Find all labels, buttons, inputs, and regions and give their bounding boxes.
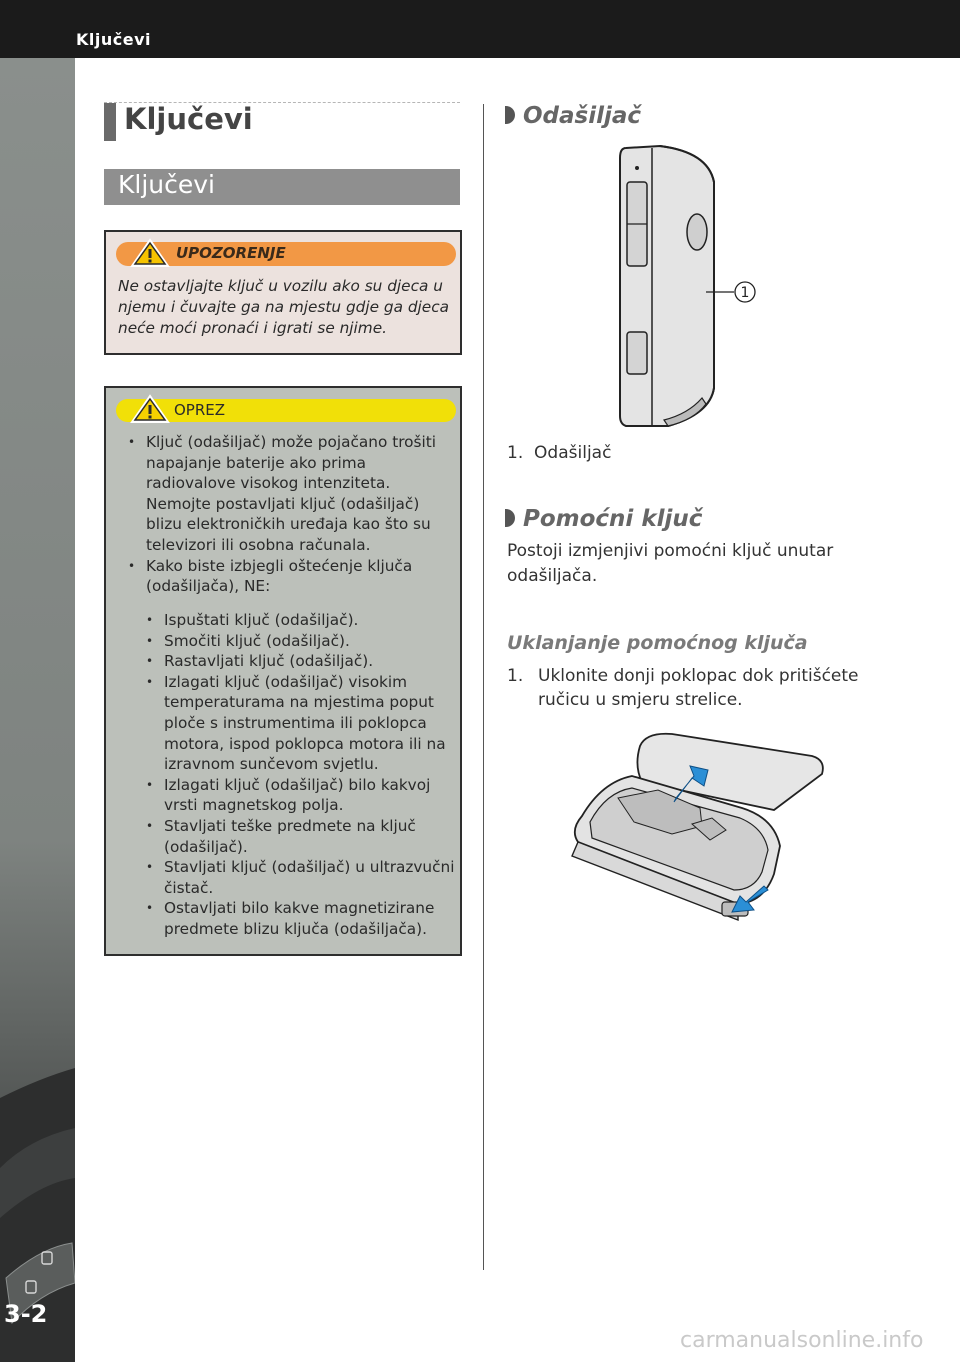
list-item: • Rastavljati ključ (odašiljač). — [144, 651, 458, 672]
caution-box — [104, 386, 462, 956]
list-item: • Ključ (odašiljač) može pojačano trošiti napajanje baterije ako prima radiovalove visokog intenziteta. Nemojte postavljati ključ (odašiljač) blizu elektroničkih uređaja kao što su televizori ili osobna računala. — [126, 432, 456, 556]
cover-removal-illustration — [542, 726, 842, 926]
list-item: • Izlagati ključ (odašiljač) visokim temperaturama na mjestima poput ploče s instrumentima ili poklopca motora, ispod poklopca motora ili na izravnom sunčevom svjetlu. — [144, 672, 458, 775]
watermark: carmanualsonline.info — [680, 1328, 924, 1353]
caution-label: OPREZ — [174, 401, 226, 419]
caution-sublist — [144, 610, 458, 940]
caption-number: 1. — [507, 443, 524, 463]
column-divider — [483, 104, 484, 1270]
section-heading-text: Odašiljač — [523, 103, 642, 129]
section-heading-aux-key — [505, 506, 702, 532]
warning-text: Ne ostavljajte ključ u vozilu ako su djeca u njemu i čuvajte ga na mjestu gdje ga djeca neće moći pronaći i igrati se njime. — [118, 277, 449, 337]
caution-list — [126, 432, 456, 597]
subsection-heading: Uklanjanje pomoćnog ključa — [507, 632, 808, 654]
step-text: Uklonite donji poklopac dok pritišćete ručicu u smjeru strelice. — [538, 666, 859, 710]
warning-label: UPOZORENJE — [176, 244, 286, 262]
list-item: • Smočiti ključ (odašiljač). — [144, 631, 458, 652]
list-item: • Stavljati teške predmete na ključ (odašiljač). — [144, 816, 458, 857]
warning-box — [104, 230, 462, 355]
step-number: 1. — [507, 666, 524, 686]
list-item: • Izlagati ključ (odašiljač) bilo kakvoj vrsti magnetskog polja. — [144, 775, 458, 816]
page-number: 3-2 — [4, 1300, 48, 1328]
heading-accent-bar — [104, 103, 116, 141]
section-heading-transmitter — [505, 103, 641, 129]
caution-icon — [130, 394, 170, 424]
key-fob-illustration — [598, 142, 788, 432]
warning-header — [116, 242, 456, 266]
list-item: • Stavljati ključ (odašiljač) u ultrazvučni čistač. — [144, 857, 458, 898]
section-title: Ključevi — [118, 170, 215, 199]
page-title: Ključevi — [124, 102, 253, 136]
callout-number: 1 — [740, 285, 750, 301]
side-photo-strip — [0, 58, 75, 1362]
header-title: Ključevi — [76, 30, 152, 49]
body-text: Postoji izmjenjivi pomoćni ključ unutar odašiljača. — [507, 541, 834, 586]
caption-text: Odašiljač — [534, 443, 612, 463]
chevron-icon — [505, 106, 515, 124]
figure-caption — [507, 443, 611, 463]
header-bar — [0, 0, 960, 58]
warning-icon — [130, 238, 170, 268]
section-heading-text: Pomoćni ključ — [523, 506, 703, 532]
list-item: • Ispuštati ključ (odašiljač). — [144, 610, 458, 631]
caution-header — [116, 399, 456, 422]
list-item: • Ostavljati bilo kakve magnetizirane predmete blizu ključa (odašiljača). — [144, 898, 458, 939]
list-item: • Kako biste izbjegli oštećenje ključa (odašiljača), NE: — [126, 556, 456, 597]
chevron-icon — [505, 509, 515, 527]
